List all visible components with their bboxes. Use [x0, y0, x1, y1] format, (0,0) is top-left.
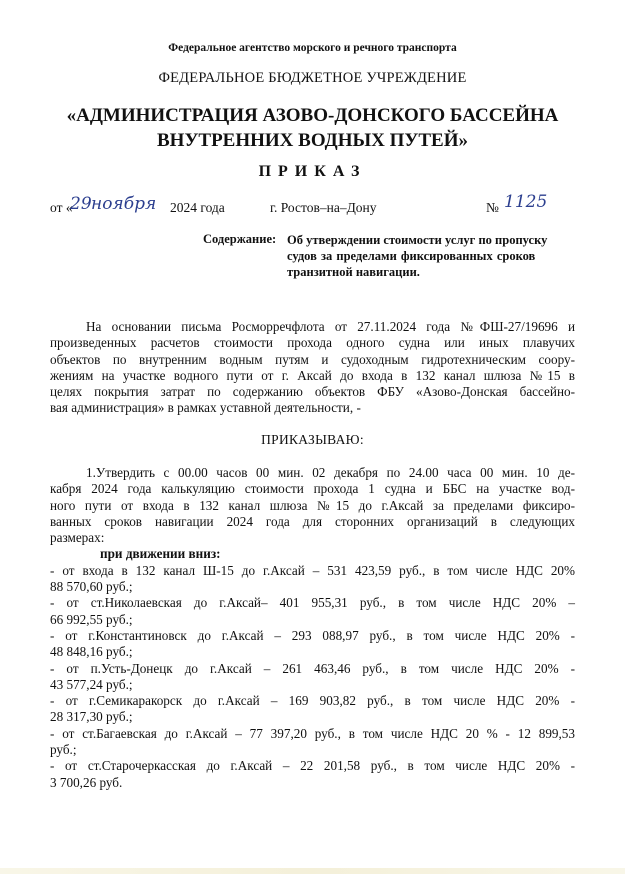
- tariff-item: руб.;: [50, 742, 77, 758]
- downstream-heading: при движении вниз:: [100, 546, 221, 562]
- paragraph-line: жениям на участке водного пути от г. Аксай до входа в 132 канал шлюза №15 в: [50, 367, 575, 383]
- content-line: Об утверждении стоимости услуг по пропуску: [287, 233, 548, 247]
- paragraph-line: целях покрытия затрат по содержанию объектов ФБУ «Азово-Донская бассейно-: [50, 384, 575, 400]
- handwritten-day: 29: [70, 194, 92, 214]
- handwritten-month: ноября: [91, 194, 157, 214]
- tariff-item: 48 848,16 руб.;: [50, 644, 133, 660]
- tariff-item: - от ст.Николаевская до г.Аксай– 401 955,31 руб., в том числе НДС 20% –: [50, 595, 575, 611]
- order-title: ПРИКАЗ: [258, 163, 367, 180]
- agency-name: Федеральное агентство морского и речного транспорта: [168, 42, 457, 54]
- tariff-item: - от г.Константиновск до г.Аксай – 293 088,97 руб., в том числе НДС 20% -: [50, 627, 575, 643]
- administration-name: [0, 103, 625, 153]
- number-sign: №: [486, 200, 499, 215]
- paragraph-line: ванных сроков навигации 2024 года для сторонних организаций в следующих: [50, 513, 575, 529]
- institution-type: ФЕДЕРАЛЬНОЕ БЮДЖЕТНОЕ УЧРЕЖДЕНИЕ: [158, 70, 467, 86]
- tariff-item: - от входа в 132 канал Ш-15 до г.Аксай – 531 423,59 руб., в том числе НДС 20%: [50, 562, 575, 578]
- content-line: транзитной навигации.: [287, 265, 420, 279]
- paragraph-line: 1.Утвердить с 00.00 часов 00 мин. 02 декабря по 24.00 часа 00 мин. 10 де-: [86, 465, 575, 480]
- tariff-item: - от п.Усть-Донецк до г.Аксай – 261 463,46 руб., в том числе НДС 20% -: [50, 660, 575, 676]
- paragraph-line: размерах:: [50, 530, 105, 546]
- content-label: Содержание:: [203, 232, 277, 246]
- decree-word: ПРИКАЗЫВАЮ:: [261, 432, 364, 447]
- preamble-paragraph: [50, 319, 575, 417]
- paragraph-line: вая администрация» в рамках уставной деятельности, -: [50, 400, 361, 416]
- tariff-item: 28 317,30 руб.;: [50, 709, 133, 725]
- paragraph-line: кабря 2024 года калькуляцию стоимости прохода 1 судна и ББС на участке вод-: [50, 481, 575, 497]
- tariff-item: - от ст.Багаевская до г.Аксай – 77 397,20 руб., в том числе НДС 20 % - 12 899,53: [50, 725, 575, 741]
- tariff-item: - от ст.Старочеркасская до г.Аксай – 22 201,58 руб., в том числе НДС 20% -: [50, 758, 575, 774]
- administration-name-line-2: ВНУТРЕННИХ ВОДНЫХ ПУТЕЙ»: [157, 130, 468, 151]
- content-line: судов за пределами фиксированных сроков: [287, 249, 536, 263]
- date-year: 2024 года: [170, 200, 225, 215]
- content-subject: [287, 232, 587, 280]
- tariff-item: 88 570,60 руб.;: [50, 579, 133, 595]
- tariff-item: 3 700,26 руб.: [50, 774, 123, 790]
- city: г. Ростов–на–Дону: [270, 200, 377, 215]
- date-prefix: от «: [50, 200, 73, 215]
- paragraph-line: На основании письма Росморречфлота от 27.11.2024 года №ФШ-27/19696 и: [86, 319, 575, 334]
- paragraph-line: произведенных расчетов стоимости прохода одного судна или иных плавучих: [50, 335, 575, 351]
- scan-edge-artifact: [0, 868, 625, 874]
- paragraph-line: ного пути от входа в 132 канал шлюза №15 до г.Аксай за пределами фиксиро-: [50, 497, 575, 513]
- tariff-item: 66 992,55 руб.;: [50, 611, 133, 627]
- tariff-item: 43 577,24 руб.;: [50, 676, 133, 692]
- tariff-item: - от г.Семикаракорск до г.Аксай – 169 903,82 руб., в том числе НДС 20% -: [50, 693, 575, 709]
- order-dateline: [0, 192, 625, 220]
- paragraph-line: объектов по внутренним водным путям и судоходным гидротехническим соору-: [50, 351, 575, 367]
- handwritten-order-number: 1125: [504, 192, 548, 212]
- administration-name-line-1: «АДМИНИСТРАЦИЯ АЗОВО-ДОНСКОГО БАССЕЙНА: [66, 105, 559, 126]
- decision-paragraph: [50, 465, 575, 791]
